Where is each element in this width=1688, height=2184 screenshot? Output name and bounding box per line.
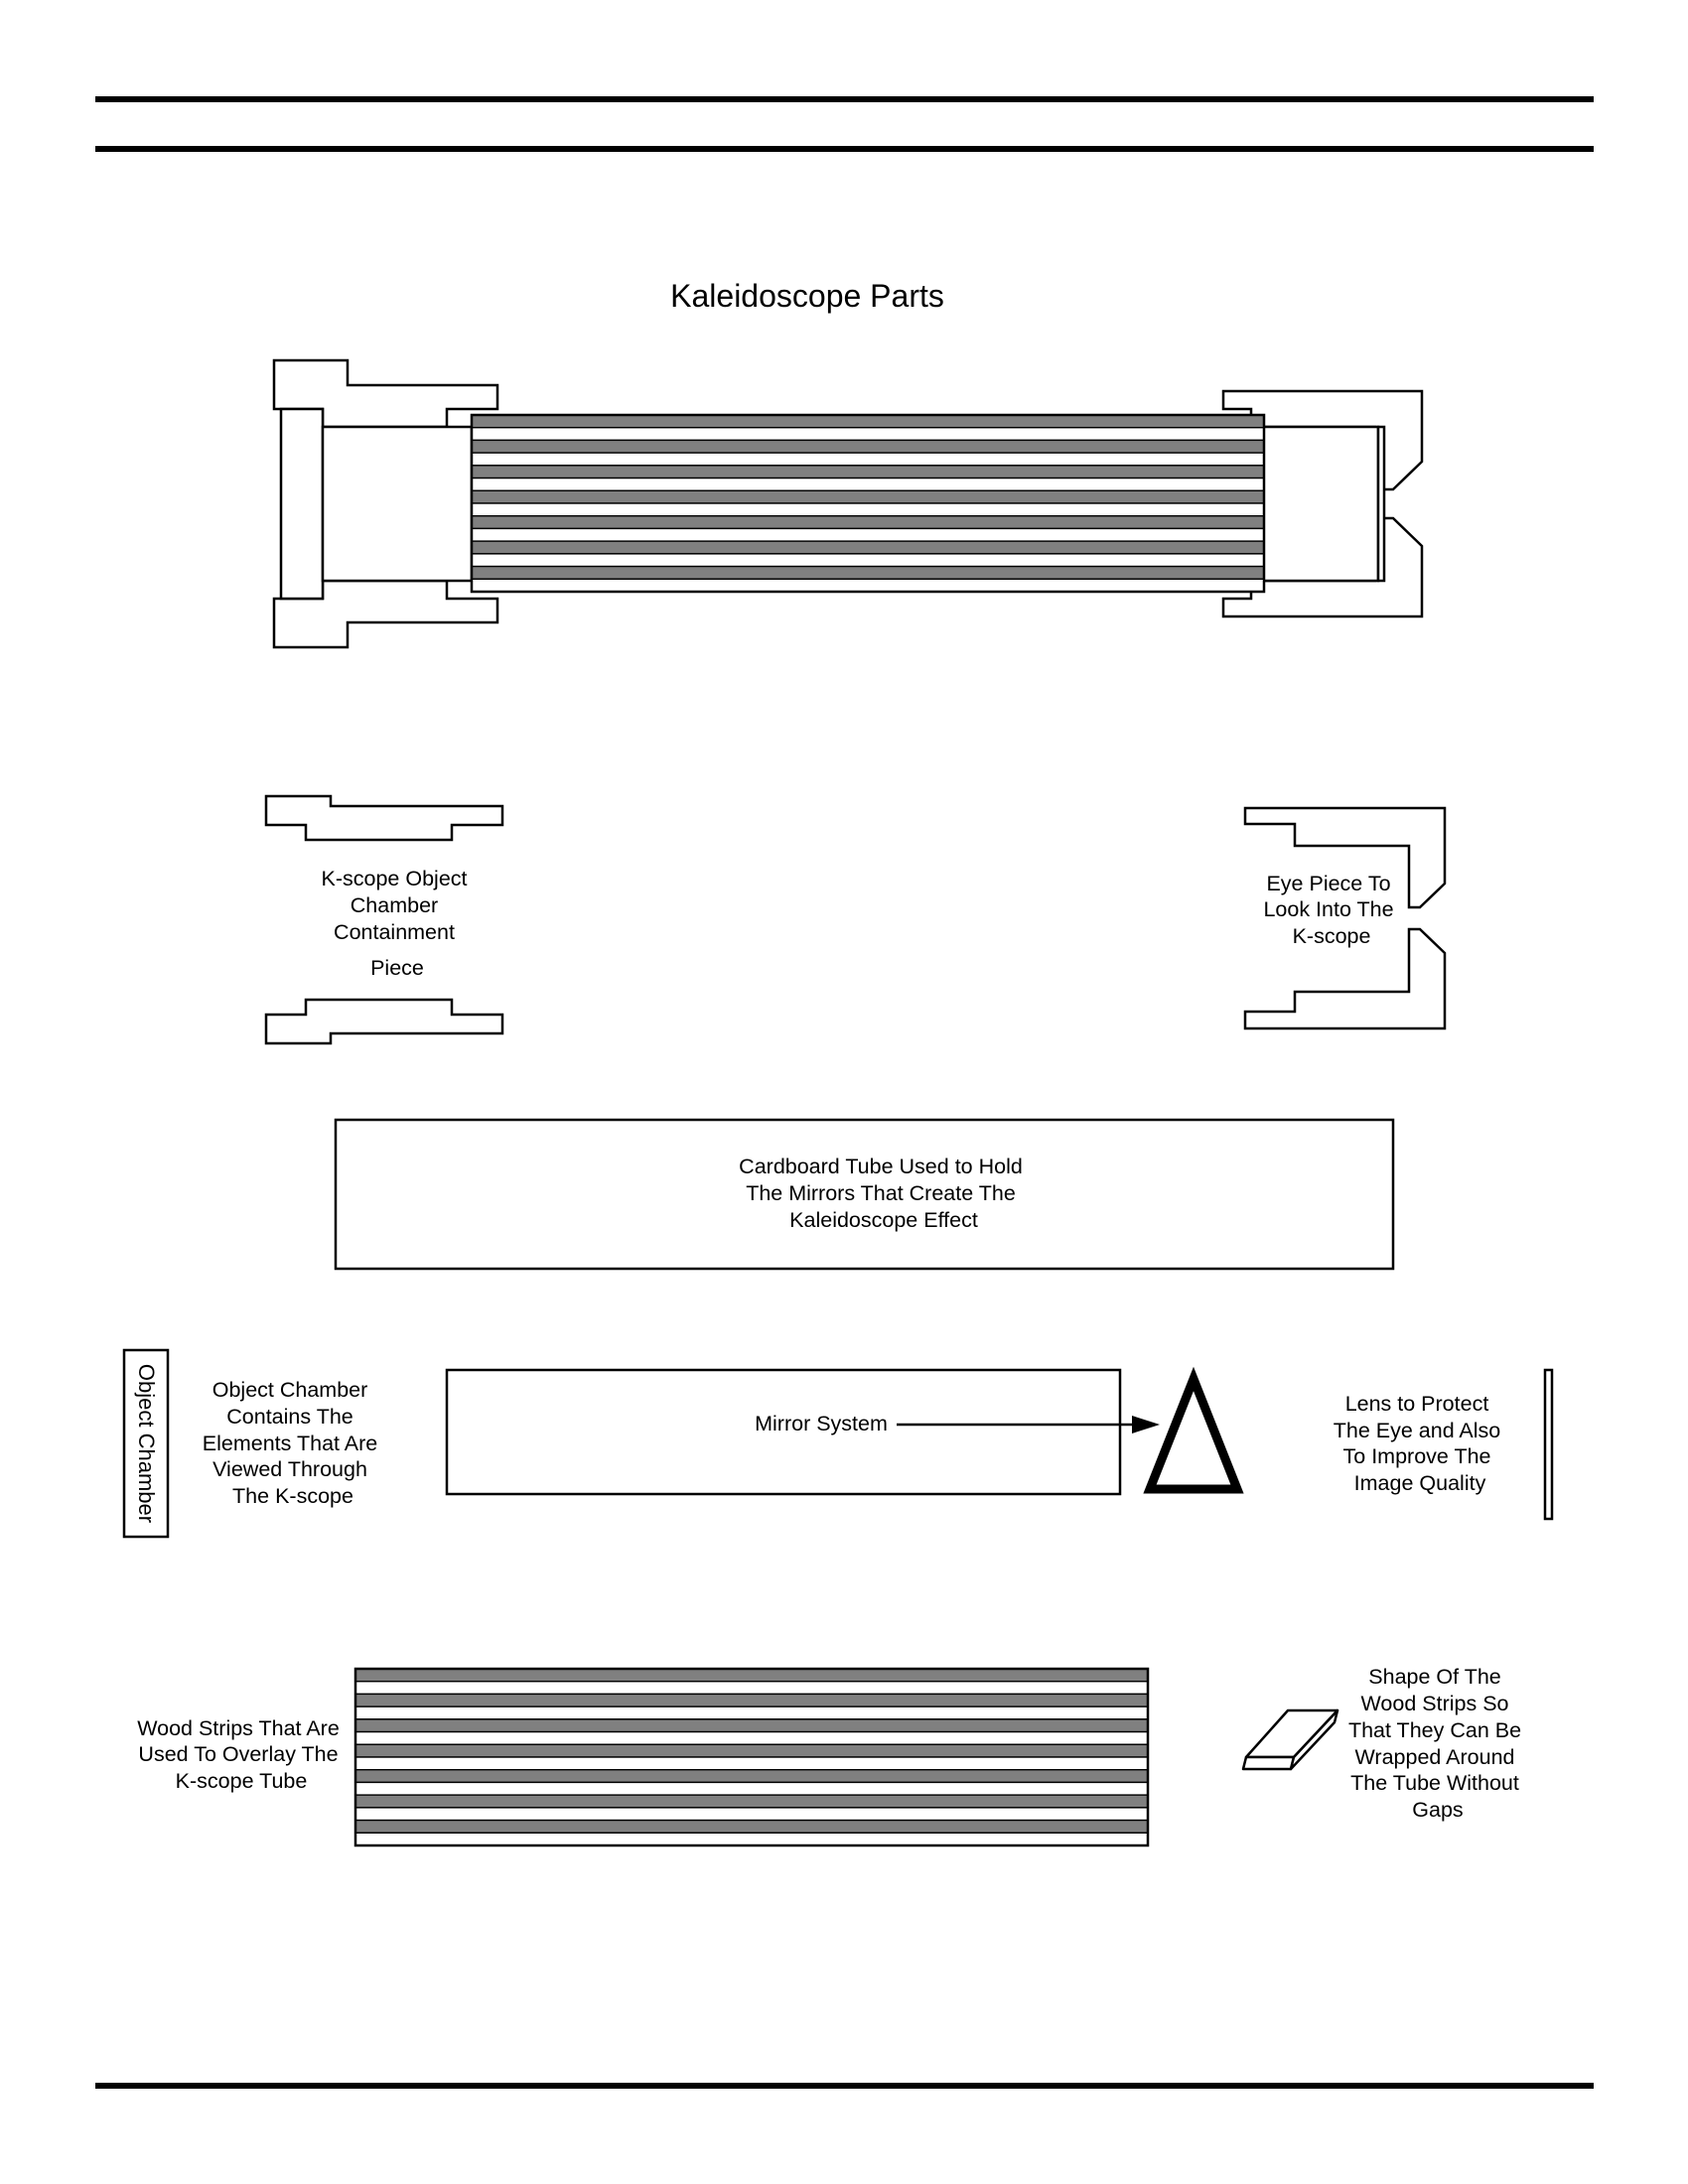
object-chamber-vertical-label: Object Chamber: [134, 1363, 159, 1524]
containment-piece-bottom: [266, 1000, 502, 1043]
assembled-lens: [1378, 427, 1384, 581]
assembled-wood-strip: [472, 440, 1264, 453]
wood-strip: [355, 1833, 1148, 1845]
wood-strip: [355, 1808, 1148, 1821]
wood-strip: [355, 1719, 1148, 1732]
eye-piece-label: Eye Piece To Look Into The K-scope: [1263, 872, 1394, 948]
assembled-wood-strip: [472, 516, 1264, 529]
object-chamber-label: Object Chamber Contains The Elements That Are Viewed Through The K-scope: [202, 1378, 378, 1508]
wood-strip: [355, 1694, 1148, 1706]
wood-strip: [355, 1795, 1148, 1808]
assembled-wood-strip: [472, 490, 1264, 503]
assembled-wood-strip: [472, 579, 1264, 592]
mirror-system-label: Mirror System: [755, 1412, 888, 1435]
wood-strip: [355, 1732, 1148, 1745]
lens-piece: [1545, 1370, 1552, 1519]
wood-strip: [355, 1706, 1148, 1719]
wood-strip: [355, 1682, 1148, 1695]
assembled-wood-strip: [472, 503, 1264, 516]
wood-strips-panel: [355, 1669, 1148, 1845]
wood-strip: [355, 1770, 1148, 1783]
assembled-wood-strip: [472, 554, 1264, 567]
assembled-wood-strip: [472, 453, 1264, 466]
strip-shape: [1243, 1710, 1337, 1769]
assembled-wood-strip: [472, 478, 1264, 491]
assembled-wood-strip: [472, 466, 1264, 478]
lens-label: Lens to Protect The Eye and Also To Improve The Image Quality: [1333, 1392, 1501, 1495]
containment-piece-top: [266, 796, 502, 840]
wood-strip: [355, 1669, 1148, 1682]
containment-piece-label: K-scope Object Chamber Containment Piece: [321, 867, 468, 980]
assembled-wood-strip: [472, 415, 1264, 428]
assembled-cardboard-tube: [323, 427, 472, 581]
mirror-system-arrow-head: [1132, 1416, 1160, 1433]
assembled-wood-strip: [472, 567, 1264, 580]
assembled-wood-strip: [472, 428, 1264, 441]
cardboard-tube-label: Cardboard Tube Used to Hold The Mirrors That Create The Kaleidoscope Effect: [739, 1155, 1023, 1232]
wood-strips-label: Wood Strips That Are Used To Overlay The K-scope Tube: [137, 1716, 340, 1793]
page-title: Kaleidoscope Parts: [670, 278, 944, 314]
assembled-object-chamber: [281, 409, 323, 599]
strip-shape-label: Shape Of The Wood Strips So That They Can Be Wrapped Around The Tube Without Gaps: [1347, 1665, 1522, 1822]
assembled-wood-strip: [472, 528, 1264, 541]
wood-strip: [355, 1821, 1148, 1834]
wood-strip: [355, 1757, 1148, 1770]
assembled-wood-strip: [472, 541, 1264, 554]
assembled-eyepiece-tube: [1263, 427, 1378, 581]
mirror-triangle: [1150, 1379, 1237, 1489]
strip-shape-front-face: [1243, 1757, 1294, 1769]
assembled-wood-strips: [472, 415, 1264, 592]
wood-strip: [355, 1744, 1148, 1757]
wood-strip: [355, 1782, 1148, 1795]
